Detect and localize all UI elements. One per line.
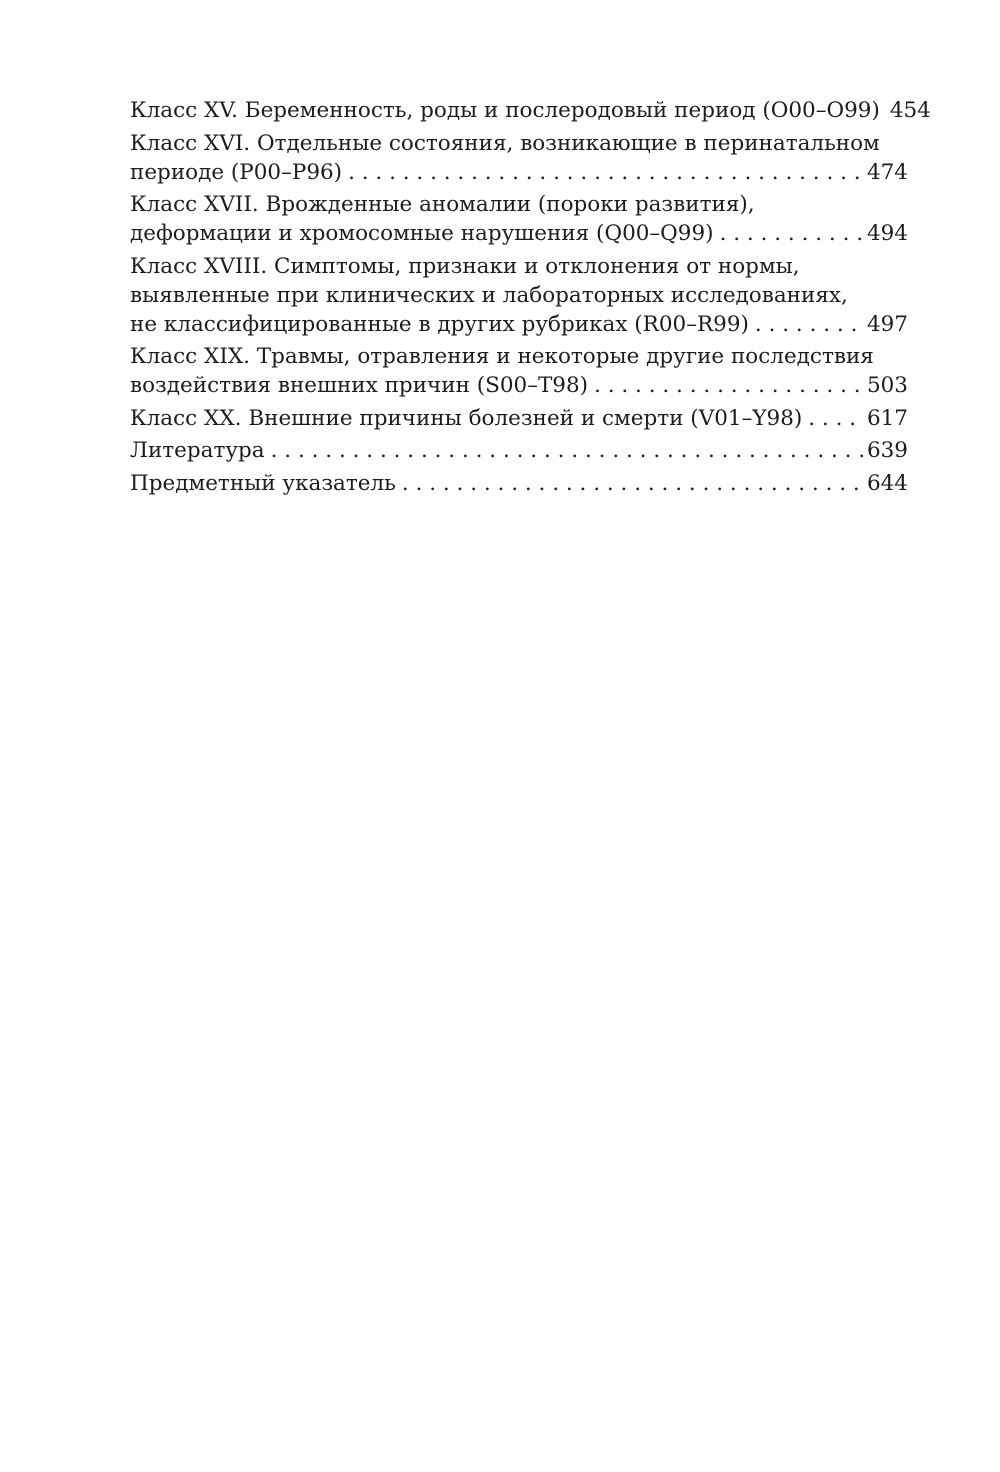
toc-entry-title: Класс XX. Внешние причины болезней и смерти (V01–Y98) (130, 405, 803, 431)
toc-entry-literature[interactable] (130, 436, 908, 465)
toc-entry-title: Класс XV. Беременность, роды и послеродовый период (O00–O99) (130, 98, 880, 123)
toc-entry-title-continued: деформации и хромосомные нарушения (Q00–Q99) (130, 221, 714, 246)
dot-leader (402, 469, 863, 498)
toc-entry-title: Класс XVI. Отдельные состояния, возникающие в перинатальном (130, 130, 880, 156)
toc-page-number: 454 (889, 98, 931, 123)
toc-entry-line (130, 436, 908, 465)
toc-entry-line (130, 96, 931, 125)
toc-entry-title-continued: выявленные при клинических и лабораторных исследованиях, (130, 282, 848, 308)
toc-page-number: 474 (866, 159, 908, 185)
toc-entry-title: Класс XVII. Врожденные аномалии (пороки развития), (130, 192, 755, 217)
toc-page-number: 617 (866, 405, 908, 431)
toc-entry-line (130, 469, 908, 498)
toc-entry-title: Класс XIX. Травмы, отравления и некоторые другие последствия (130, 344, 874, 369)
toc-page-number: 644 (866, 470, 908, 496)
dot-leader (348, 158, 863, 187)
toc-entry-title: Литература (130, 438, 265, 463)
toc-entry-title: Предметный указатель (130, 470, 396, 496)
toc-entry-class-xviii[interactable] (130, 252, 908, 339)
toc-page-number: 503 (866, 373, 908, 398)
toc-entry-title-continued: воздействия внешних причин (S00–T98) (130, 373, 589, 398)
toc-entry-line (130, 219, 908, 248)
toc-entry-class-xix[interactable] (130, 342, 908, 400)
toc-entry-title-continued: не классифицированные в других рубриках (R00–R99) (130, 311, 749, 337)
toc-entry-subject-index[interactable] (130, 469, 908, 498)
dot-leader (755, 310, 863, 339)
toc-entry-line (130, 371, 908, 400)
toc-page-number: 497 (866, 311, 908, 337)
toc-entry-class-xv[interactable] (130, 96, 931, 125)
toc-entry-class-xvi[interactable] (130, 129, 908, 187)
toc-entry-class-xvii[interactable] (130, 190, 908, 248)
dot-leader (271, 436, 863, 465)
toc-entry-line (130, 158, 908, 187)
toc-entry-title: Класс XVIII. Симптомы, признаки и отклонения от нормы, (130, 253, 800, 279)
toc-entry-line (130, 310, 908, 339)
toc-page-number: 494 (866, 221, 908, 246)
toc-entry-title-continued: периоде (P00–P96) (130, 159, 343, 185)
dot-leader (594, 371, 863, 400)
toc-entry-class-xx[interactable] (130, 404, 908, 433)
toc-entry-line (130, 404, 908, 433)
dot-leader (720, 219, 863, 248)
toc-page-number: 639 (866, 438, 908, 463)
table-of-contents (130, 96, 931, 498)
dot-leader (808, 404, 863, 433)
